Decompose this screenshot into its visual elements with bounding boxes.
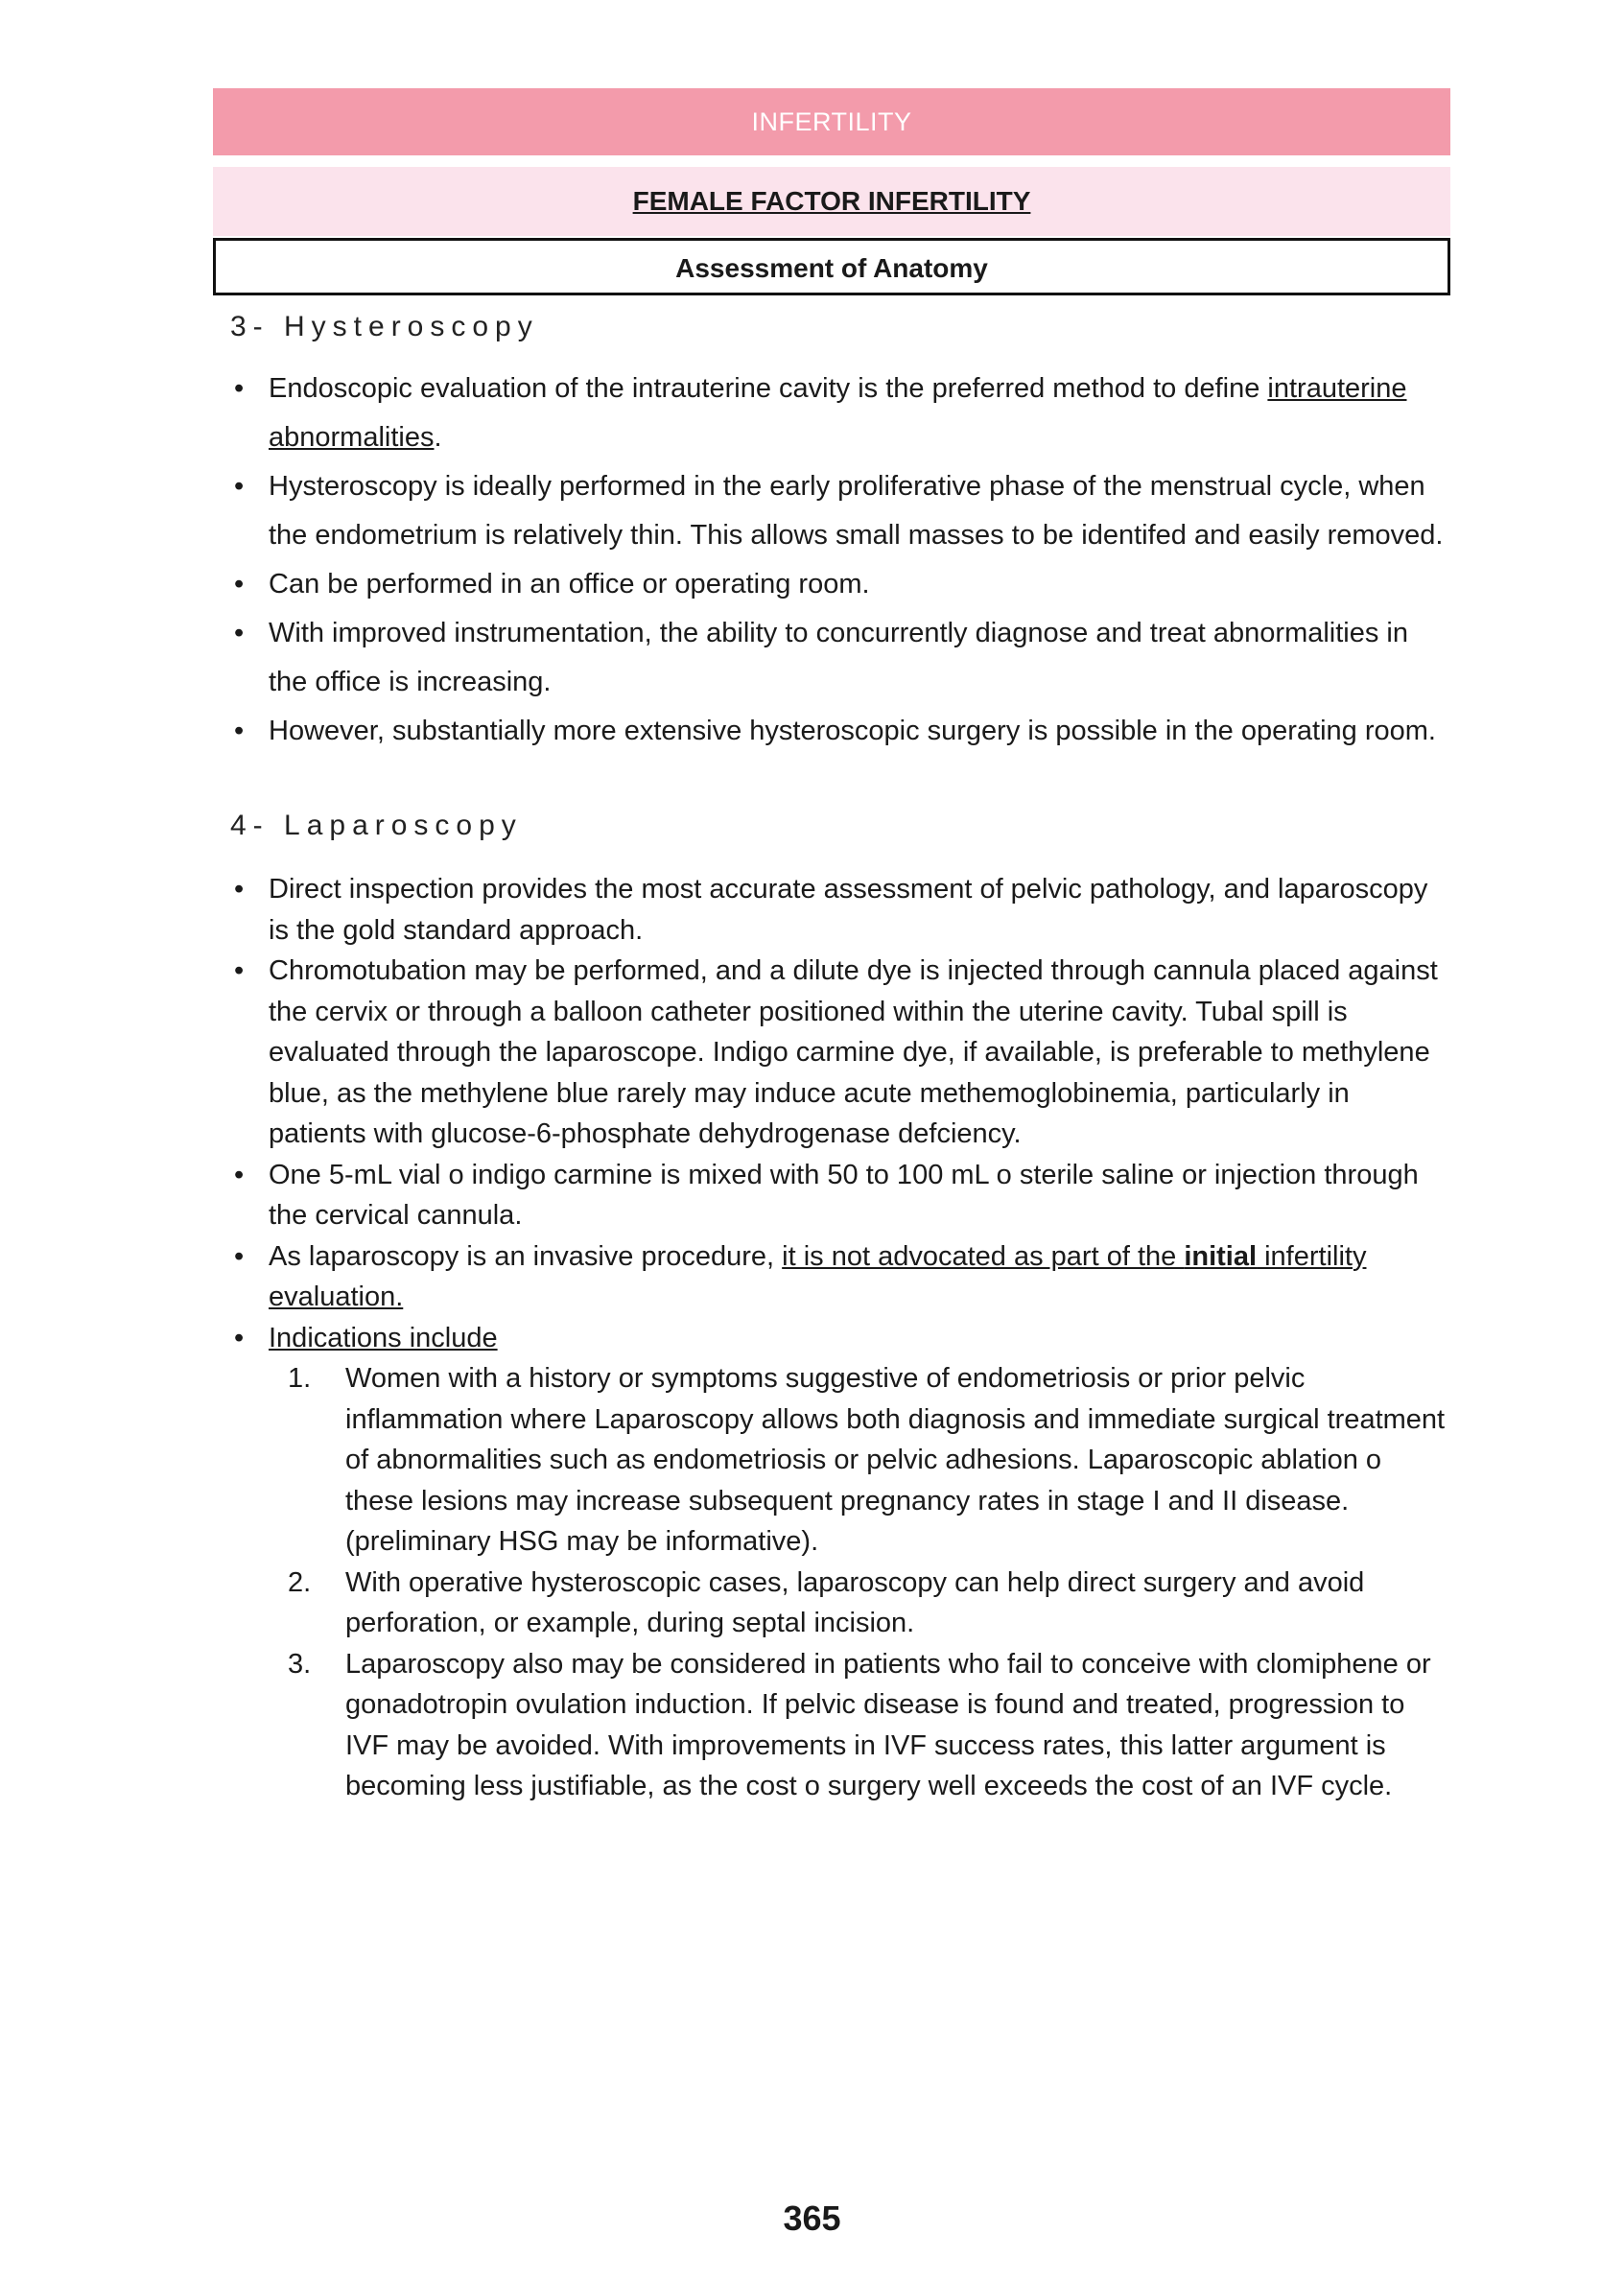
- laparoscopy-heading: 4- Laparoscopy: [230, 810, 523, 841]
- laparoscopy-list: [213, 869, 1450, 1807]
- indication-text: Laparoscopy also may be considered in patients who fail to conceive with clomiphene or gonadotropin ovulation induction. If pelvic disease is found and treated, progression to IVF may be avoided. With improvements in IVF success rates, this latter argument is becoming less justifiable, as the cost o surgery well exceeds the cost of an IVF cycle.: [345, 1648, 1431, 1801]
- indication-item: [269, 1644, 1450, 1807]
- list-item-text: Direct inspection provides the most accurate assessment of pelvic pathology, and laparoscopy is the gold standard approach.: [269, 874, 1428, 946]
- chapter-banner: INFERTILITY: [213, 88, 1450, 155]
- list-item-bold-underlined: initial: [1184, 1240, 1258, 1272]
- list-item-text: As laparoscopy is an invasive procedure,: [269, 1240, 783, 1272]
- page-number: 365: [783, 2199, 841, 2238]
- list-item-text: Chromotubation may be performed, and a dilute dye is injected through cannula placed against the cervix or through a balloon catheter positioned within the uterine cavity. Tubal spill is evaluated through the laparoscope. Indigo carmine dye, if available, is preferable to methylene blue, as the methylene blue rarely may induce acute methemoglobinemia, particularly in patients with glucose-6-phosphate dehydrogenase defciency.: [269, 955, 1438, 1149]
- hysteroscopy-heading: 3- Hysteroscopy: [230, 311, 539, 342]
- list-item-text-after: .: [434, 422, 442, 453]
- list-item-underlined: intrauterine abnormalities: [269, 373, 1407, 453]
- list-item-text: Can be performed in an office or operating room.: [269, 569, 870, 600]
- hysteroscopy-list: [213, 364, 1450, 756]
- list-item: [213, 560, 1450, 609]
- indications-label: Indications include: [269, 1322, 498, 1353]
- list-item: [213, 1236, 1450, 1318]
- list-item-text: Endoscopic evaluation of the intrauterine cavity is the preferred method to define: [269, 373, 1268, 404]
- indication-item: [269, 1563, 1450, 1644]
- list-item-underlined: it is not advocated as part of the: [782, 1240, 1185, 1272]
- list-item: [213, 1155, 1450, 1236]
- page-content: [213, 88, 1450, 1807]
- indication-text: With operative hysteroscopic cases, laparoscopy can help direct surgery and avoid perforation, or example, during septal incision.: [345, 1566, 1365, 1638]
- indication-number: 3.: [288, 1648, 312, 1680]
- indication-item: [269, 1358, 1450, 1563]
- list-item: [213, 1318, 1450, 1807]
- list-item: [213, 462, 1450, 560]
- list-item-text: Hysteroscopy is ideally performed in the early proliferative phase of the menstrual cycle, when the endometrium is relatively thin. This allows small masses to be identifed and easily removed.: [269, 471, 1444, 551]
- list-item-text: With improved instrumentation, the ability to concurrently diagnose and treat abnormalities in the office is increasing.: [269, 618, 1408, 697]
- list-item-underlined-after: infertility evaluation.: [269, 1240, 1367, 1312]
- list-item: [213, 707, 1450, 756]
- list-item-text: However, substantially more extensive hysteroscopic surgery is possible in the operating room.: [269, 716, 1436, 746]
- chapter-subtitle: [213, 167, 1450, 236]
- list-item: [213, 951, 1450, 1155]
- indication-text: Women with a history or symptoms suggestive of endometriosis or prior pelvic inflammation where Laparoscopy allows both diagnosis and immediate surgical treatment of abnormalities such as endometriosis or pelvic adhesions. Laparoscopic ablation o these lesions may increase subsequent pregnancy rates in stage I and II disease. (preliminary HSG may be informative).: [345, 1363, 1446, 1557]
- list-item: [213, 869, 1450, 951]
- indications-list: [269, 1358, 1450, 1807]
- chapter-subtitle-text: FEMALE FACTOR INFERTILITY: [632, 186, 1031, 216]
- list-item: [213, 364, 1450, 462]
- indication-number: 2.: [288, 1566, 312, 1598]
- list-item: [213, 609, 1450, 707]
- section-title-box: Assessment of Anatomy: [213, 238, 1450, 295]
- list-item-text: One 5-mL vial o indigo carmine is mixed with 50 to 100 mL o sterile saline or injection through the cervical cannula.: [269, 1159, 1419, 1231]
- indication-number: 1.: [288, 1363, 312, 1394]
